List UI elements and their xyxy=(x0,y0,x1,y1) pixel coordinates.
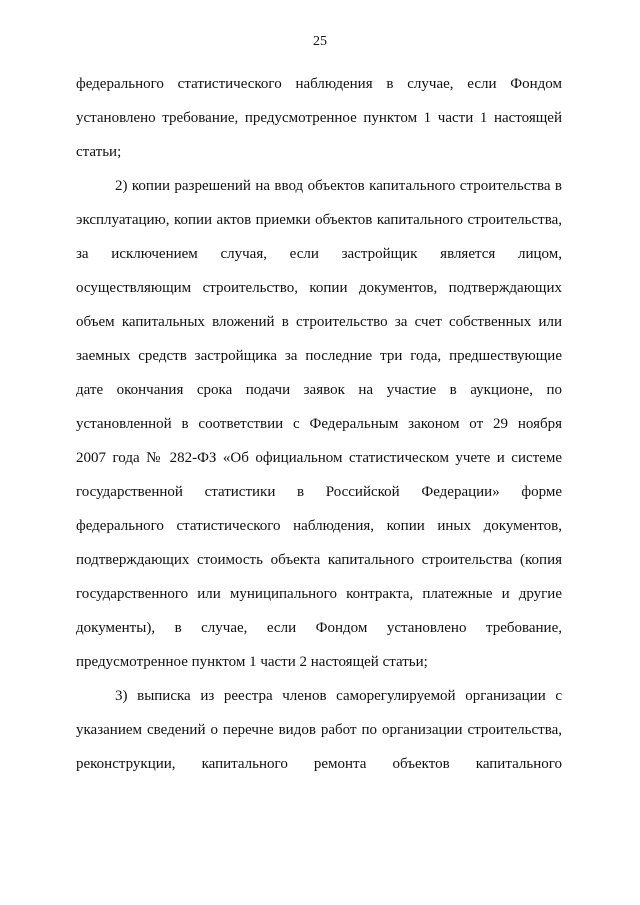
text-line: 2) копии разрешений на ввод объектов капитального строительства в xyxy=(115,178,562,194)
text-line: заемных средств застройщика за последние три года, предшествующие xyxy=(76,348,562,364)
text-line: документы), в случае, если Фондом установлено требование, xyxy=(76,620,562,636)
text-line: осуществляющим строительство, копии документов, подтверждающих xyxy=(76,280,562,296)
text-line: федерального статистического наблюдения в случае, если Фондом xyxy=(76,76,562,92)
paragraph-item-2 xyxy=(76,169,562,679)
text-line: установленной в соответствии с Федеральным законом от 29 ноября xyxy=(76,416,562,432)
text-line: реконструкции, капитального ремонта объектов капитального xyxy=(76,756,562,772)
text-line: эксплуатацию, копии актов приемки объектов капитального строительства, xyxy=(76,212,562,228)
paragraph-item-3 xyxy=(76,679,562,781)
text-line: подтверждающих стоимость объекта капитального строительства (копия xyxy=(76,552,562,568)
paragraph-continuation xyxy=(76,67,562,169)
document-body xyxy=(76,67,562,781)
text-line: 3) выписка из реестра членов саморегулируемой организации с xyxy=(115,688,562,704)
text-line: дате окончания срока подачи заявок на участие в аукционе, по xyxy=(76,382,562,398)
text-line: указанием сведений о перечне видов работ по организации строительства, xyxy=(76,722,562,738)
text-line: статьи; xyxy=(76,144,122,160)
text-line: государственного или муниципального контракта, платежные и другие xyxy=(76,586,562,602)
text-line: 2007 года № 282-ФЗ «Об официальном статистическом учете и системе xyxy=(76,450,562,466)
text-line: за исключением случая, если застройщик является лицом, xyxy=(76,246,562,262)
text-line: установлено требование, предусмотренное пунктом 1 части 1 настоящей xyxy=(76,110,562,126)
text-line: федерального статистического наблюдения, копии иных документов, xyxy=(76,518,562,534)
text-line: предусмотренное пунктом 1 части 2 настоящей статьи; xyxy=(76,654,428,670)
text-line: объем капитальных вложений в строительство за счет собственных или xyxy=(76,314,562,330)
page-number: 25 xyxy=(313,34,327,49)
text-line: государственной статистики в Российской Федерации» форме xyxy=(76,484,562,500)
